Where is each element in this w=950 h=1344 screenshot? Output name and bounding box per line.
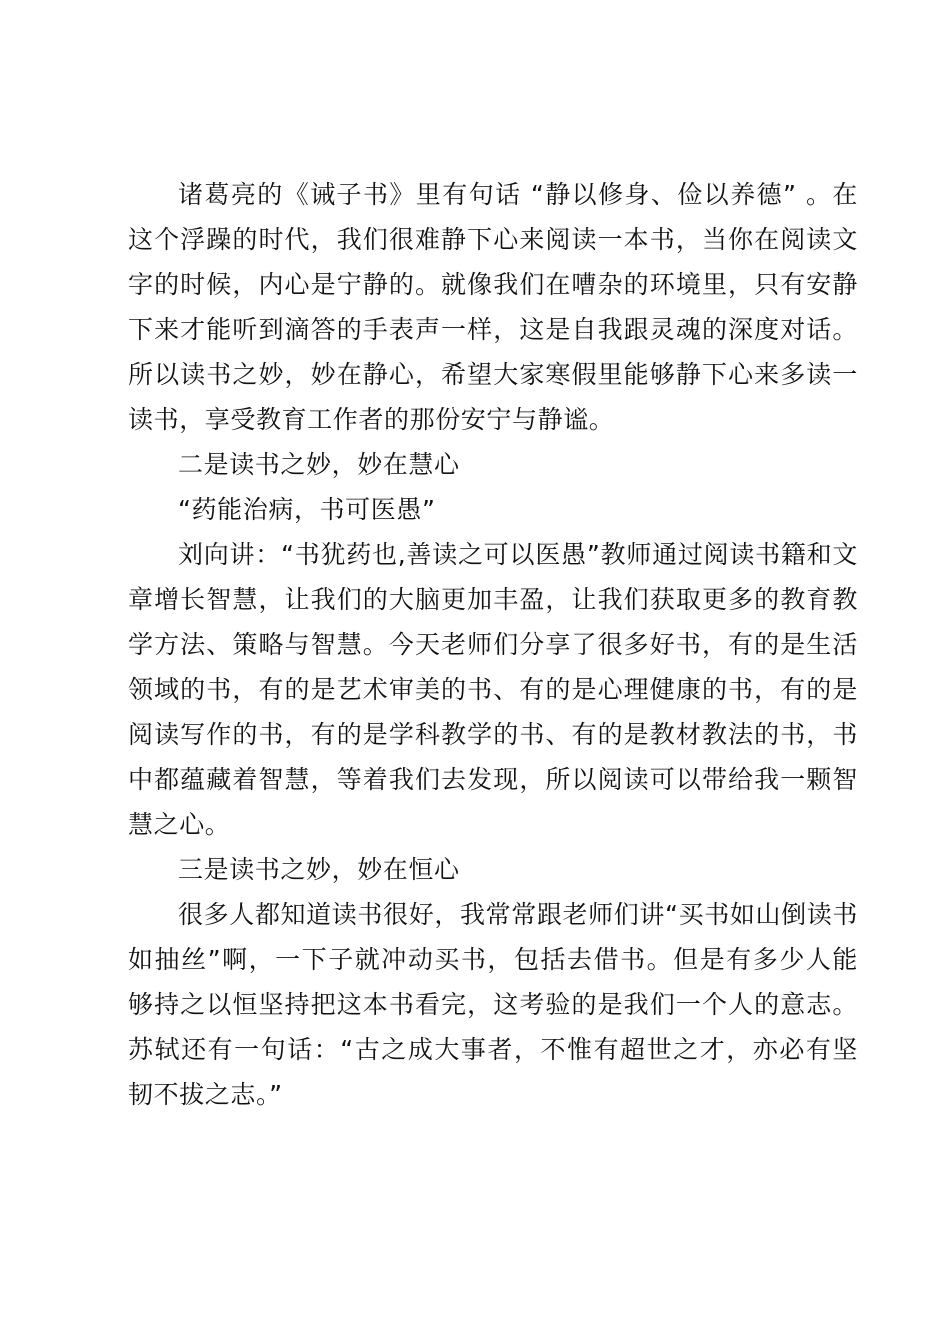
paragraph-hengxin: 很多人都知道读书很好，我常常跟老师们讲“买书如山倒读书如抽丝”啊，一下子就冲动买书，包括去借书。但是有多少人能够持之以恒坚持把这本书看完，这考验的是我们一个人的意志。苏轼还有一句话：“古之成大事者，不惟有超世之才，亦必有坚韧不拔之志。” xyxy=(128,900,858,1109)
paragraph-jingxin: 诸葛亮的《诫子书》里有句话 “静以修身、俭以养德” 。在这个浮躁的时代，我们很难静下心来阅读一本书，当你在阅读文字的时候，内心是宁静的。就像我们在嘈杂的环境里，只有安静下来才能听到滴答的手表声一样，这是自我跟灵魂的深度对话。所以读书之妙，妙在静心，希望大家寒假里能够静下心来多读一读书，享受教育工作者的那份安宁与静谧。 xyxy=(128,180,858,434)
paragraph-huixin: 刘向讲：“书犹药也,善读之可以医愚”教师通过阅读书籍和文章增长智慧，让我们的大脑更加丰盈，让我们获取更多的教育教学方法、策略与智慧。今天老师们分享了很多好书，有的是生活领域的书，有的是艺术审美的书、有的是心理健康的书，有的是阅读写作的书，有的是学科教学的书、有的是教材教法的书，书中都蕴藏着智慧，等着我们去发现，所以阅读可以带给我一颗智慧之心。 xyxy=(128,540,858,839)
heading-huixin: 二是读书之妙，妙在慧心 xyxy=(178,450,460,479)
quote-yaoneng: “药能治病，书可医愚” xyxy=(178,495,436,524)
heading-hengxin: 三是读书之妙，妙在恒心 xyxy=(178,855,460,884)
document-body xyxy=(128,172,858,1117)
